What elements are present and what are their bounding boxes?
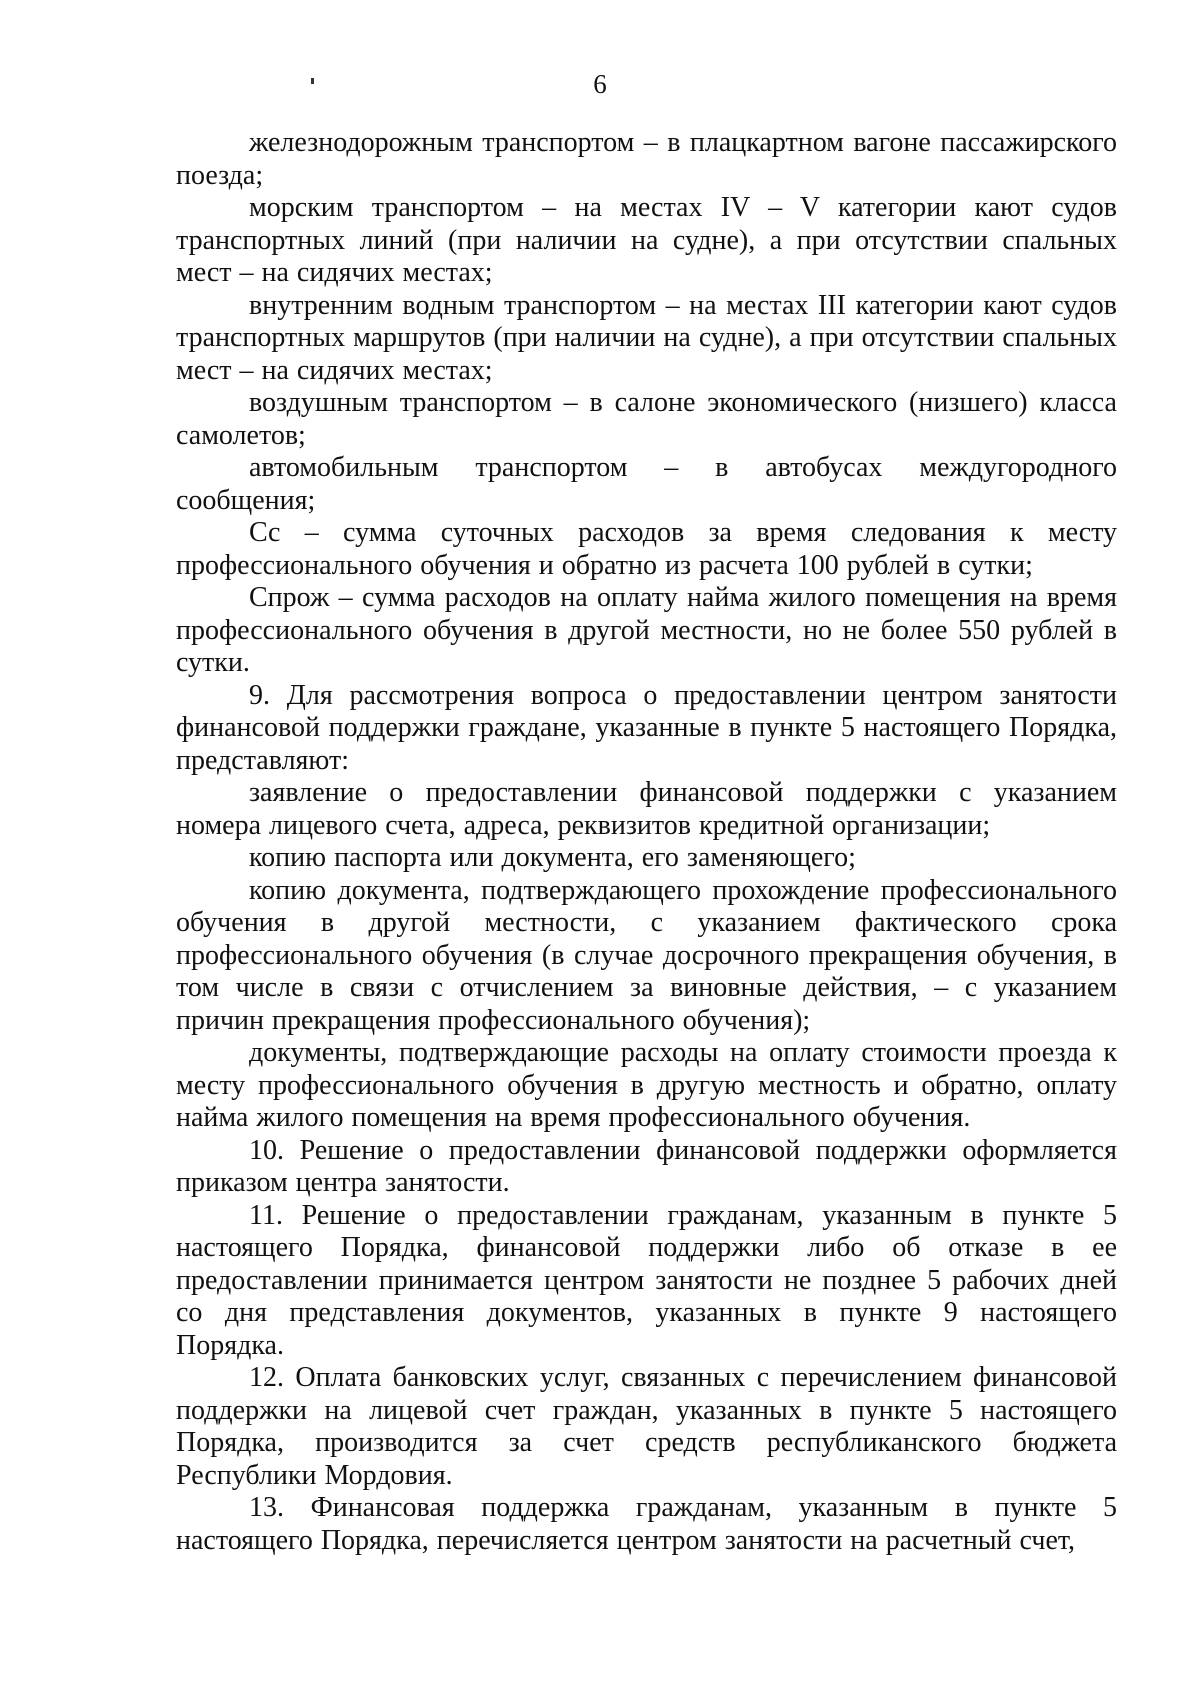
paragraph-passport-copy: копию паспорта или документа, его заменяющего; [249, 842, 856, 873]
paragraph-clause-10: 10. Решение о предоставлении финансовой поддержки оформляется приказом центра занятости. [176, 1134, 1117, 1198]
paragraph-air-transport: воздушным транспортом – в салоне экономического (низшего) класса самолетов; [176, 387, 1117, 451]
paragraph-rail-transport: железнодорожным транспортом – в плацкартном вагоне пассажирского поезда; [176, 127, 1117, 191]
paragraph-sea-transport: морским транспортом – на местах IV – V категории кают судов транспортных линий (при наличии на судне), а при отсутствии спальных мест – на сидячих местах; [176, 192, 1117, 288]
paragraph-clause-9: 9. Для рассмотрения вопроса о предоставлении центром занятости финансовой поддержки граждане, указанные в пункте 5 настоящего Порядка, представляют: [176, 679, 1117, 776]
paragraph-expense-documents: документы, подтверждающие расходы на оплату стоимости проезда к месту профессионального обучения в другую местность и обратно, оплату найма жилого помещения на время профессионального обучения. [176, 1037, 1117, 1133]
paragraph-clause-12: 12. Оплата банковских услуг, связанных с перечислением финансовой поддержки на лицевой счет граждан, указанных в пункте 5 настоящего Порядка, производится за счет средств республиканского бюджета Республики Мордовия. [176, 1362, 1117, 1491]
paragraph-application: заявление о предоставлении финансовой поддержки с указанием номера лицевого счета, адреса, реквизитов кредитной организации; [176, 777, 1117, 841]
page-number: 6 [593, 69, 607, 99]
paragraph-road-transport: автомобильным транспортом – в автобусах междугородного сообщения; [176, 452, 1117, 516]
paragraph-clause-11: 11. Решение о предоставлении гражданам, указанным в пункте 5 настоящего Порядка, финансовой поддержки либо об отказе в ее предоставлении принимается центром занятости не позднее 5 рабочих дней со дня представления документов, указанных в пункте 9 настоящего Порядка. [176, 1199, 1117, 1361]
document-body [176, 127, 1117, 1557]
paragraph-accommodation: Спрож – сумма расходов на оплату найма жилого помещения на время профессионального обучения в другой местности, но не более 550 рублей в сутки. [176, 582, 1117, 678]
paragraph-clause-13: 13. Финансовая поддержка гражданам, указанным в пункте 5 настоящего Порядка, перечисляется центром занятости на расчетный счет, [176, 1492, 1117, 1556]
paragraph-training-document: копию документа, подтверждающего прохождение профессионального обучения в другой местности, с указанием фактического срока профессионального обучения (в случае досрочного прекращения обучения, в том числе в связи с отчислением за виновные действия, – с указанием причин прекращения профессионального обучения); [176, 874, 1117, 1036]
paragraph-inland-water-transport: внутренним водным транспортом – на местах III категории кают судов транспортных маршрутов (при наличии на судне), а при отсутствии спальных мест – на сидячих местах; [176, 289, 1117, 386]
paragraph-daily-allowance: Сс – сумма суточных расходов за время следования к месту профессионального обучения и обратно из расчета 100 рублей в сутки; [176, 517, 1117, 581]
